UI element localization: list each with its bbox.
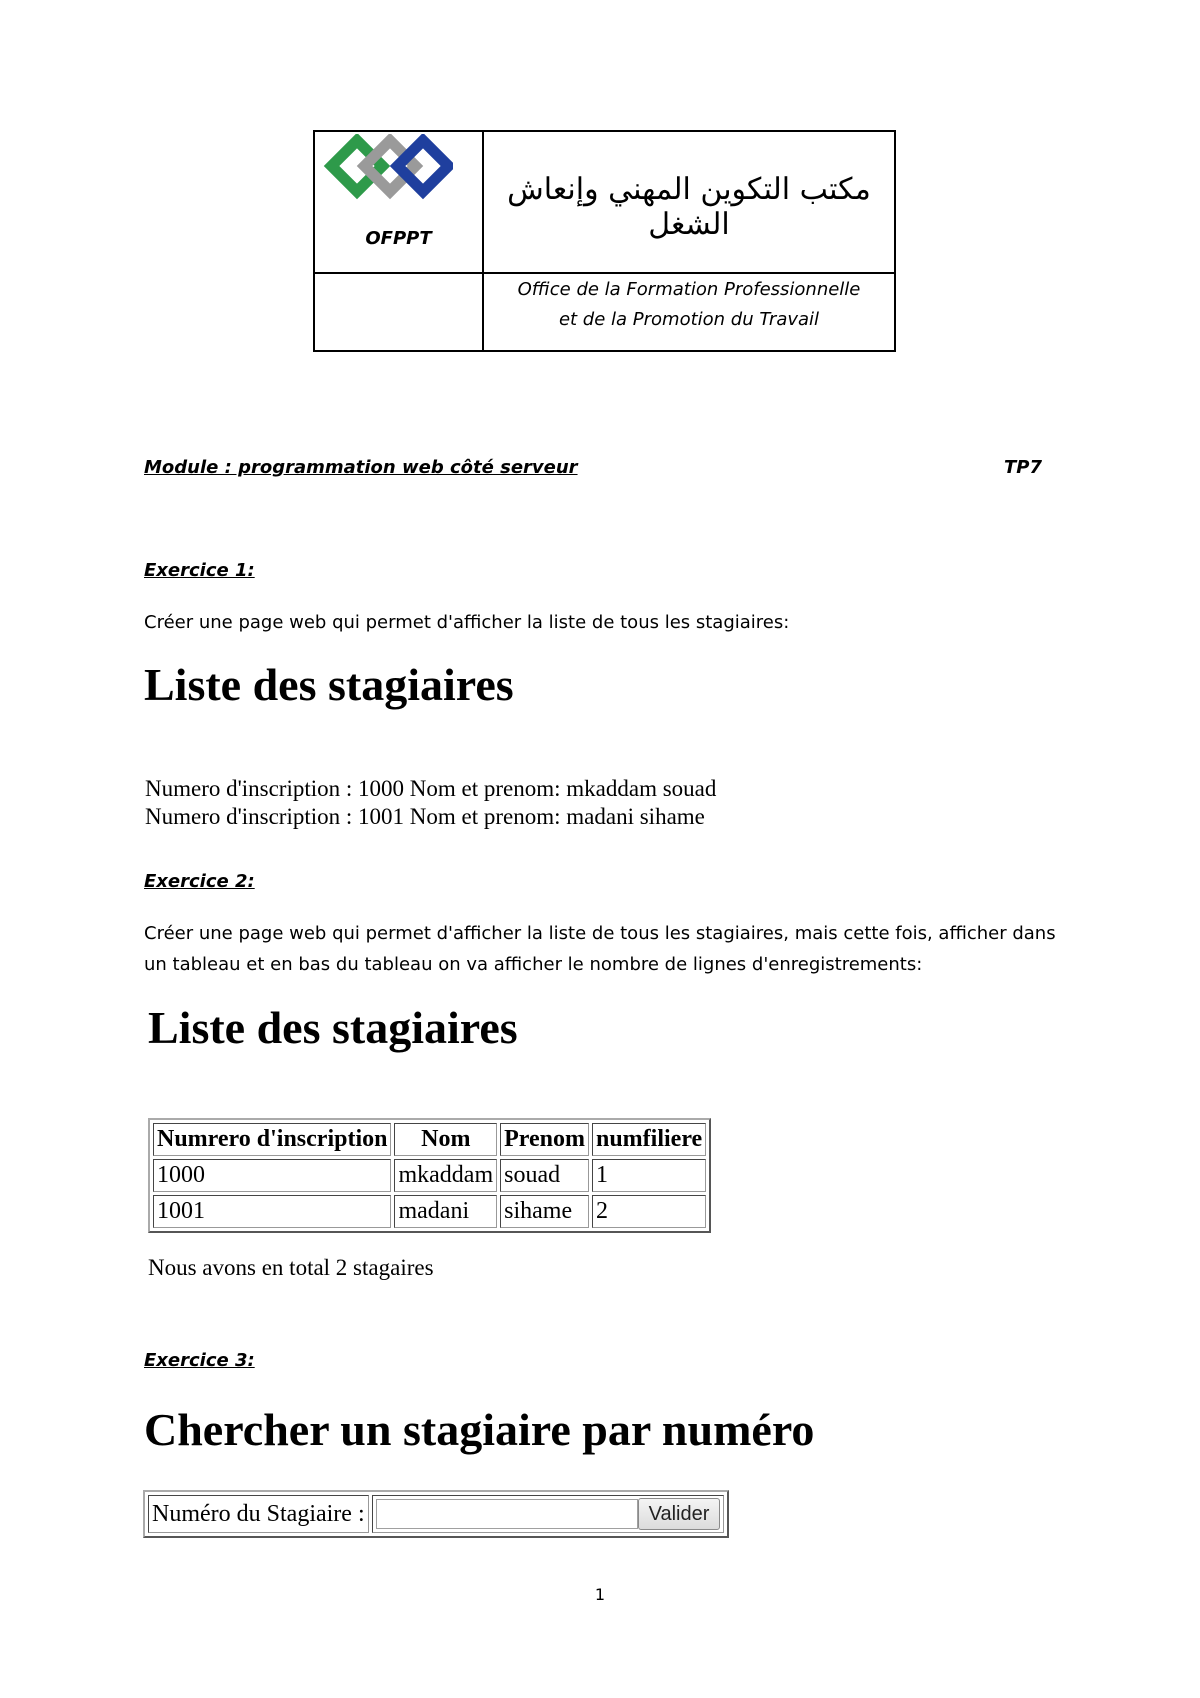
table-cell: 1001: [153, 1195, 391, 1228]
search-input[interactable]: [376, 1499, 638, 1529]
table-row: [153, 1195, 706, 1228]
table-cell: 1000: [153, 1159, 391, 1192]
table-cell: 1: [592, 1159, 706, 1192]
table-header-row: [153, 1123, 706, 1156]
search-form: [143, 1490, 729, 1538]
table-cell: mkaddam: [394, 1159, 497, 1192]
tp-label: TP7: [1004, 457, 1042, 478]
header-divider-horizontal: [315, 272, 894, 274]
table-cell: madani: [394, 1195, 497, 1228]
column-header: numfiliere: [592, 1123, 706, 1156]
search-controls-cell: [372, 1495, 725, 1533]
search-field-label: Numéro du Stagiaire :: [148, 1495, 369, 1533]
exercise-3-heading: Exercice 3:: [144, 1350, 255, 1371]
office-line-1: Office de la Formation Professionnelle: [517, 279, 861, 300]
module-label: Module : programmation web côté serveur: [144, 457, 578, 478]
column-header: Numrero d'inscription: [153, 1123, 391, 1156]
exercise-2-instruction: Créer une page web qui permet d'afficher la liste de tous les stagiaires, mais cette fois, afficher dans un tableau et en bas du tableau on va afficher le nombre de lignes d'enregistrements:: [144, 923, 1056, 975]
list-item: Numero d'inscription : 1000 Nom et prenom: mkaddam souad: [145, 776, 717, 801]
exercise-2-heading: Exercice 2:: [144, 871, 255, 892]
exercise-1-title: Liste des stagiaires: [144, 659, 514, 710]
exercise-3-title: Chercher un stagiaire par numéro: [144, 1404, 815, 1455]
table-cell: sihame: [500, 1195, 589, 1228]
column-header: Prenom: [500, 1123, 589, 1156]
office-line-2: et de la Promotion du Travail: [558, 309, 820, 330]
ofppt-logo-icon: [323, 134, 453, 206]
header-box: [313, 130, 896, 352]
arabic-title: مكتب التكوين المهني وإنعاش الشغل: [507, 172, 871, 242]
total-count-text: Nous avons en total 2 stagaires: [148, 1255, 434, 1280]
list-item: Numero d'inscription : 1001 Nom et prenom: madani sihame: [145, 804, 705, 829]
table-cell: 2: [592, 1195, 706, 1228]
table-row: [153, 1159, 706, 1192]
validate-button[interactable]: Valider: [638, 1498, 721, 1530]
column-header: Nom: [394, 1123, 497, 1156]
exercise-1-list: [145, 775, 716, 831]
page-number: 1: [594, 1585, 606, 1604]
stagiaires-table: [148, 1118, 711, 1233]
office-name: [484, 275, 894, 335]
exercise-1-heading: Exercice 1:: [144, 560, 255, 581]
exercise-2-title: Liste des stagiaires: [148, 1002, 518, 1053]
table-cell: souad: [500, 1159, 589, 1192]
logo-caption: OFPPT: [365, 228, 432, 249]
exercise-1-instruction: Créer une page web qui permet d'afficher la liste de tous les stagiaires:: [144, 612, 790, 633]
